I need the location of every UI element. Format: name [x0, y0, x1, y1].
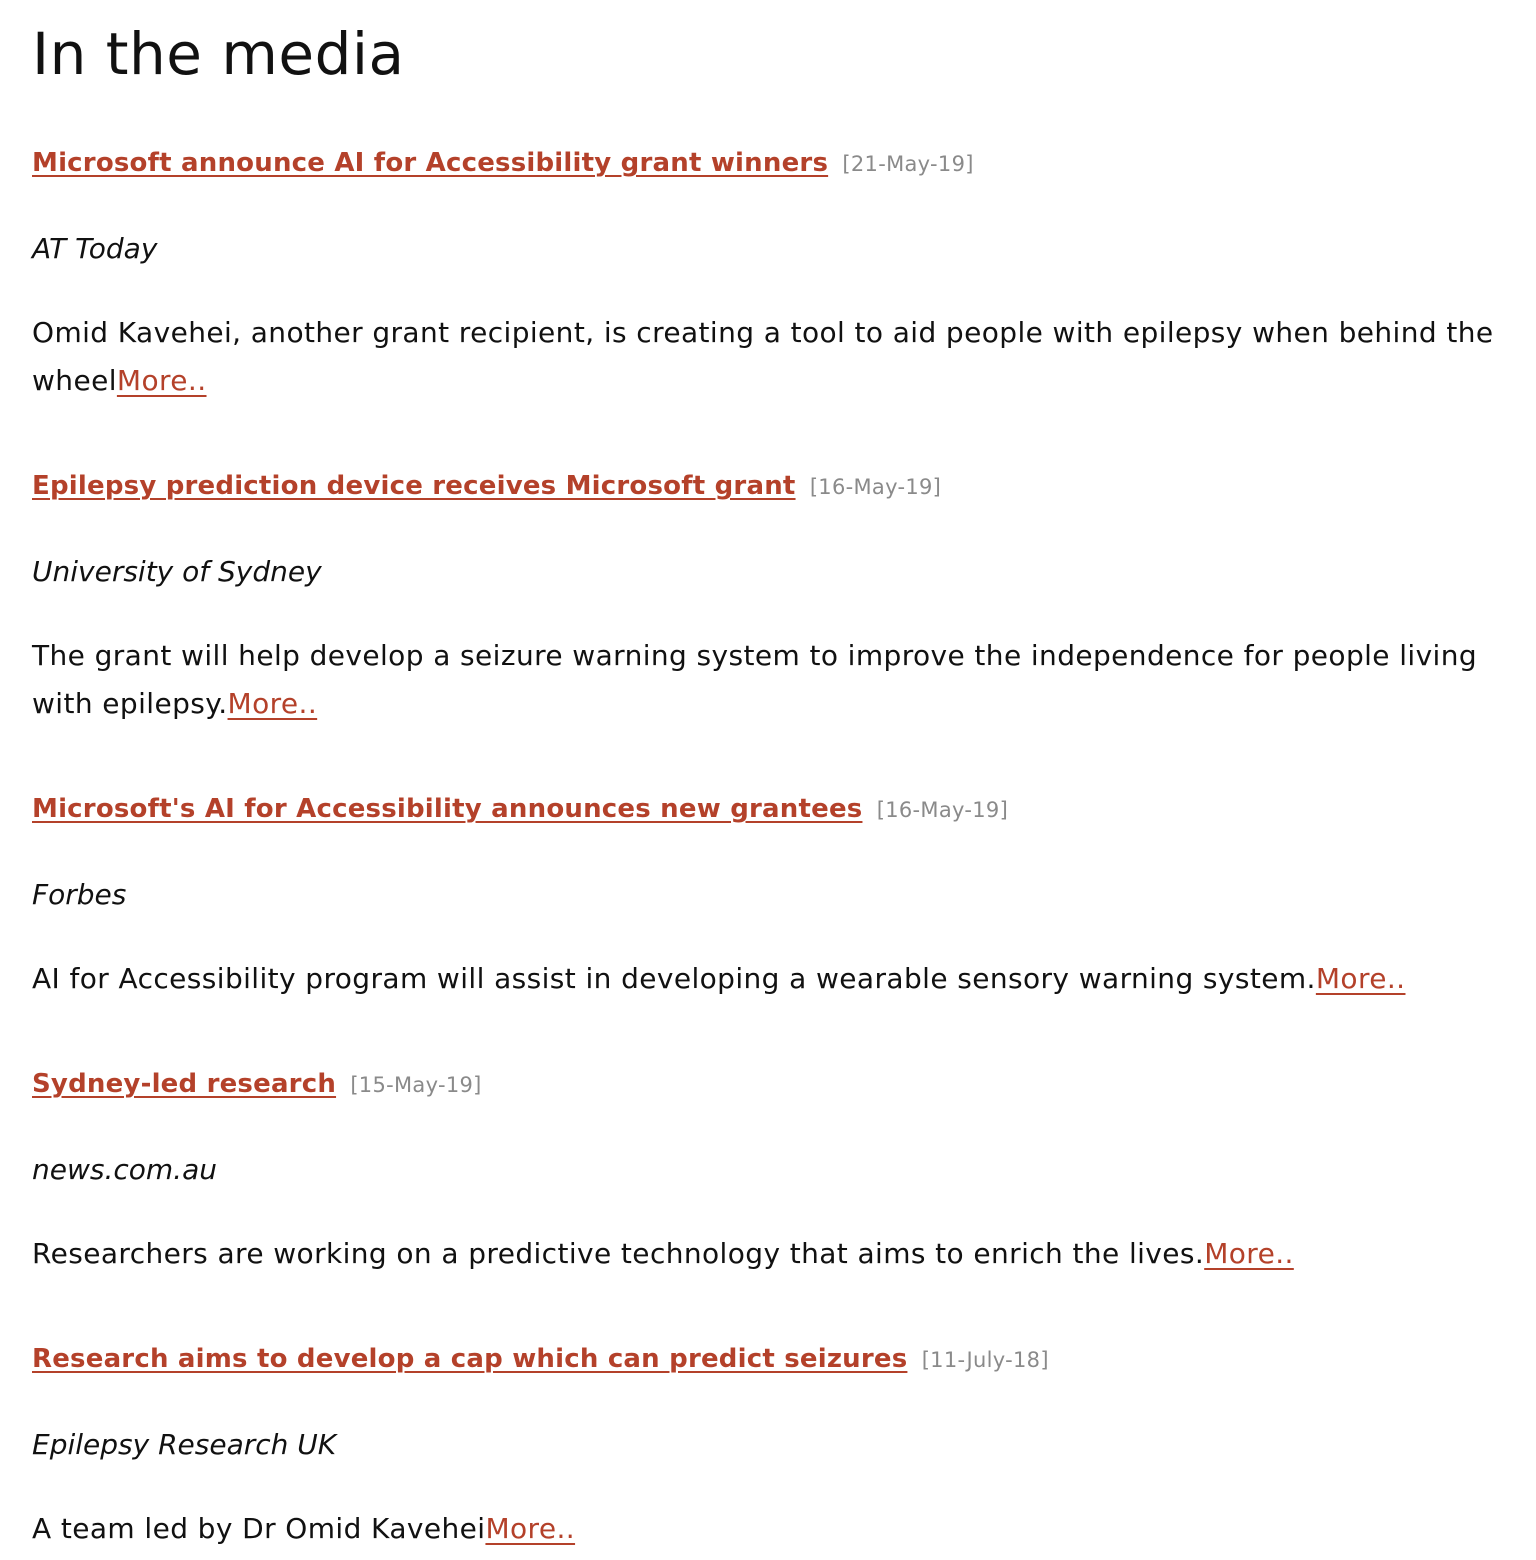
- headline-row: [32, 146, 1504, 181]
- more-link[interactable]: More..: [1315, 962, 1406, 995]
- article-headline-link[interactable]: Sydney-led research: [32, 1069, 337, 1099]
- media-item: [32, 469, 1504, 728]
- article-summary-text: Omid Kavehei, another grant recipient, is creating a tool to aid people with epilepsy when behind the wheel: [32, 316, 1494, 397]
- article-date: [15-May-19]: [350, 1073, 482, 1097]
- media-item: [32, 146, 1504, 405]
- article-date: [21-May-19]: [842, 152, 974, 176]
- page-title: In the media: [32, 20, 405, 88]
- article-summary: [32, 309, 1504, 405]
- headline-row: [32, 792, 1504, 827]
- article-date: [16-May-19]: [876, 798, 1009, 822]
- article-source: Epilepsy Research UK: [32, 1428, 337, 1461]
- article-summary-text: Researchers are working on a predictive technology that aims to enrich the lives.: [32, 1237, 1205, 1270]
- article-summary-text: A team led by Dr Omid Kavehei: [32, 1512, 486, 1545]
- article-source: Forbes: [32, 878, 127, 911]
- headline-row: [32, 1342, 1504, 1377]
- article-date: [11-July-18]: [921, 1348, 1049, 1372]
- article-headline-link[interactable]: Microsoft announce AI for Accessibility grant winners: [32, 148, 829, 178]
- more-link[interactable]: More..: [116, 364, 207, 397]
- article-source: AT Today: [32, 232, 158, 265]
- article-summary-text: AI for Accessibility program will assist in developing a wearable sensory warning system.: [32, 962, 1316, 995]
- media-item: [32, 792, 1504, 1003]
- article-source: University of Sydney: [32, 555, 322, 588]
- article-date: [16-May-19]: [809, 475, 942, 499]
- article-summary: [32, 1505, 1504, 1553]
- article-summary: [32, 1230, 1504, 1278]
- article-summary: [32, 632, 1504, 728]
- media-item: [32, 1067, 1504, 1278]
- article-headline-link[interactable]: Epilepsy prediction device receives Microsoft grant: [32, 471, 796, 501]
- article-headline-link[interactable]: Research aims to develop a cap which can predict seizures: [32, 1344, 908, 1374]
- article-headline-link[interactable]: Microsoft's AI for Accessibility announces new grantees: [32, 794, 863, 824]
- media-item: [32, 1342, 1504, 1553]
- article-source: news.com.au: [32, 1153, 217, 1186]
- more-link[interactable]: More..: [227, 687, 318, 720]
- article-summary-text: The grant will help develop a seizure warning system to improve the independence for people living with epilepsy.: [32, 639, 1478, 720]
- article-summary: [32, 955, 1504, 1003]
- more-link[interactable]: More..: [485, 1512, 576, 1545]
- more-link[interactable]: More..: [1204, 1237, 1294, 1270]
- headline-row: [32, 1067, 1504, 1102]
- headline-row: [32, 469, 1504, 504]
